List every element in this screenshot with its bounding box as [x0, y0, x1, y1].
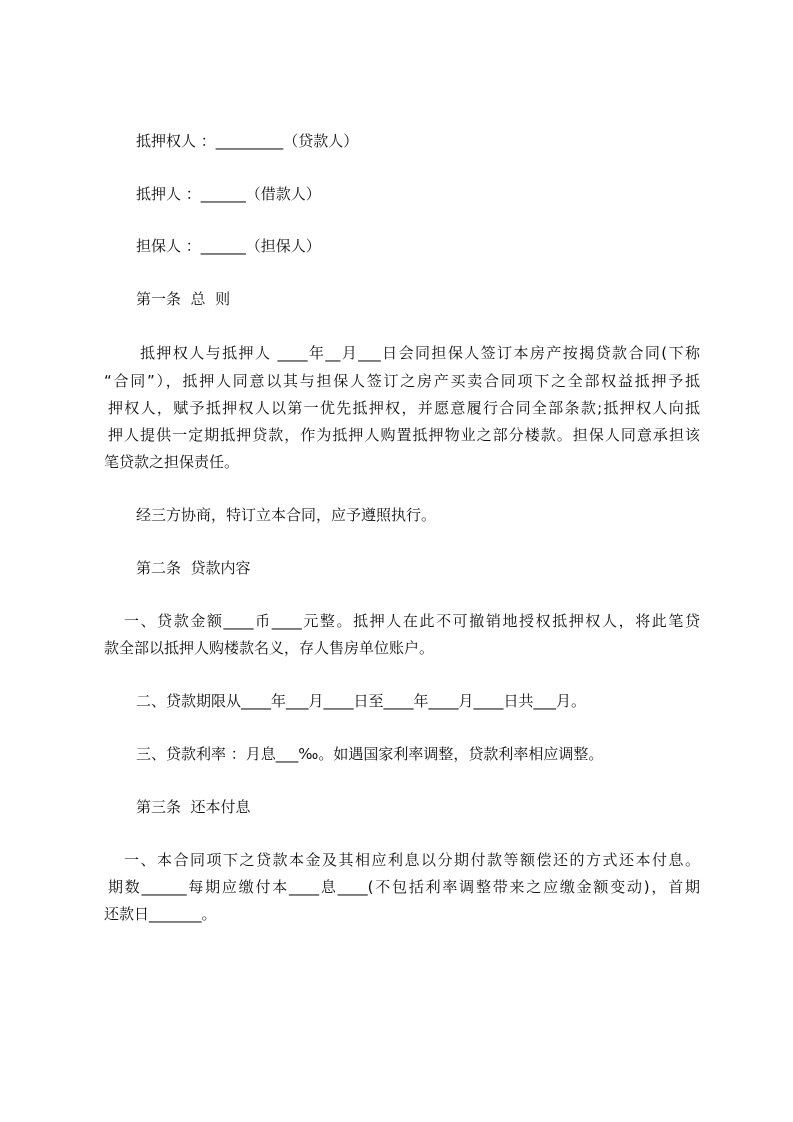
- article1-line-5: 笔贷款之担保责任。: [104, 453, 240, 471]
- article1-closing: 经三方协商，特订立本合同，应予遵照执行。: [136, 506, 437, 524]
- mortgagee-line: 抵押权人 ：_________（贷款人）: [136, 132, 359, 150]
- article2-heading: 第二条 贷款内容: [136, 559, 251, 577]
- article2-item1-line-2: 款全部以抵押人购楼款名义，存人售房单位账户。: [104, 639, 435, 657]
- article2-item3: 三、贷款利率 ：月息___‰。如遇国家利率调整，贷款利率相应调整。: [136, 745, 604, 763]
- article3-item1-line-2: 期数______每期应缴付本____息____(不包括利率调整带来之应缴金额变动)，首期: [108, 878, 700, 896]
- article1-line-1: 抵押权人与抵押人 ____年__月___日会同担保人签订本房产按揭贷款合同(下称: [140, 344, 700, 362]
- article1-heading: 第一条 总 则: [136, 290, 231, 308]
- article2-item2: 二、贷款期限从____年___月____日至____年____月____日共___月。: [136, 692, 587, 710]
- article1-line-3: 押权人，赋予抵押权人以第一优先抵押权，并愿意履行合同全部条款;抵押权人向抵: [108, 399, 700, 417]
- article1-line-4: 押人提供一定期抵押贷款，作为抵押人购置抵押物业之部分楼款。担保人同意承担该: [108, 426, 700, 444]
- guarantor-line: 担保人 ：______（担保人）: [136, 237, 321, 255]
- article2-item1-line-1: 一、贷款金额____币____元整。抵押人在此不可撤销地授权抵押权人，将此笔贷: [124, 612, 700, 630]
- article1-line-2: “合同”），抵押人同意以其与担保人签订之房产买卖合同项下之全部权益抵押予抵: [104, 372, 700, 390]
- mortgagor-line: 抵押人 ：______（借款人）: [136, 185, 321, 203]
- article3-item1-line-3: 还款日_______。: [104, 905, 217, 923]
- article3-item1-line-1: 一、本合同项下之贷款本金及其相应利息以分期付款等额偿还的方式还本付息。: [124, 851, 700, 869]
- article3-heading: 第三条 还本付息: [136, 798, 251, 816]
